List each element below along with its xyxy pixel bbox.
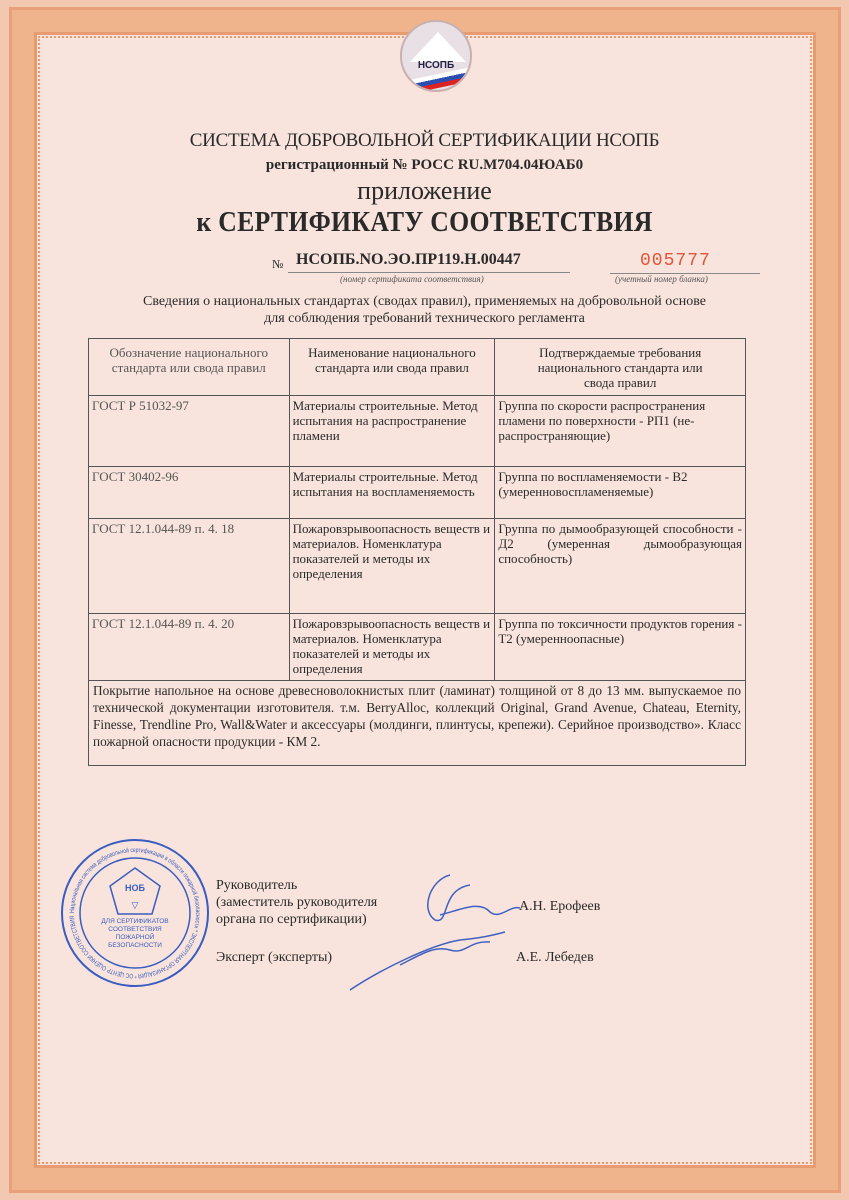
stamp-triangle-icon: ▽ — [131, 900, 139, 910]
stamp-ring-text: Национальная система добровольной сертификации в области пожарной безопасности * ЭКСПЕРТНАЯ ОРГАНИЗАЦИЯ * ОС ЦЕНТР ОЦЕНКИ СООТВЕТСТВИЯ — [68, 846, 202, 980]
stamp-center-text: ДЛЯ СЕРТИФИКАТОВ СООТВЕТСТВИЯ ПОЖАРНОЙ БЕЗОПАСНОСТИ — [101, 918, 169, 949]
stamp-emblem: НОБ — [125, 883, 145, 893]
certificate-number: НСОПБ.NO.ЭО.ПР119.Н.00447 — [296, 251, 521, 268]
certificate-number-caption: (номер сертификата соответствия) — [340, 274, 484, 284]
standard-code: ГОСТ Р 51032-97 — [89, 396, 290, 467]
column-header: Подтверждаемые требования национального стандарта или свода правил — [495, 339, 746, 396]
expert-name: А.Е. Лебедев — [516, 950, 594, 965]
standard-code: ГОСТ 30402-96 — [89, 467, 290, 519]
table-row — [89, 467, 746, 519]
standard-name: Пожаровзрывоопасность веществ и материалов. Номенклатура показателей и методы их определения — [289, 614, 495, 681]
requirement: Группа по воспламеняемости - В2 (умеренновоспламеняемые) — [495, 467, 746, 519]
appendix-label: приложение — [357, 176, 492, 205]
column-header: Обозначение национального стандарта или свода правил — [89, 339, 290, 396]
standard-name: Материалы строительные. Метод испытания на распространение пламени — [289, 396, 495, 467]
standard-code: ГОСТ 12.1.044-89 п. 4. 18 — [89, 519, 290, 614]
standards-table — [88, 338, 746, 681]
table-row — [89, 519, 746, 614]
head-title: Руководитель (заместитель руководителя органа по сертификации) — [216, 878, 378, 927]
number-sign: № — [272, 257, 284, 271]
nsopb-logo: НСОПБ — [400, 20, 472, 92]
registration-number: регистрационный № РОСС RU.М704.04ЮАБ0 — [265, 157, 584, 173]
number-underline — [288, 272, 570, 273]
standard-code: ГОСТ 12.1.044-89 п. 4. 20 — [89, 614, 290, 681]
system-title: СИСТЕМА ДОБРОВОЛЬНОЙ СЕРТИФИКАЦИИ НСОПБ — [189, 130, 660, 151]
table-header-row — [89, 339, 746, 396]
handwritten-signatures — [340, 870, 530, 1000]
certification-stamp — [60, 838, 210, 988]
blank-number-caption: (учетный номер бланка) — [615, 274, 708, 284]
head-name: А.Н. Ерофеев — [519, 899, 601, 914]
standards-section — [88, 338, 746, 766]
document-title: к СЕРТИФИКАТУ СООТВЕТСТВИЯ — [196, 207, 653, 238]
requirement: Группа по дымообразующей способности - Д2 (умеренная дымообразующая способность) — [495, 519, 746, 614]
column-header: Наименование национального стандарта или свода правил — [289, 339, 495, 396]
intro-text: Сведения о национальных стандартах (сводах правил), применяемых на добровольной основе для соблюдения требований технического регламента — [143, 294, 706, 326]
standard-name: Пожаровзрывоопасность веществ и материалов. Номенклатура показателей и методы их определения — [289, 519, 495, 614]
requirement: Группа по токсичности продуктов горения - Т2 (умеренноопасные) — [495, 614, 746, 681]
requirement: Группа по скорости распространения пламени по поверхности - РП1 (не-распространяющие) — [495, 396, 746, 467]
table-row — [89, 614, 746, 681]
product-description: Покрытие напольное на основе древесноволокнистых плит (ламинат) толщиной от 8 до 13 мм. выпускаемое по технической документации изготовителя. т.м. BerryAlloc, коллекций Original, Grand Avenue, Chateau, Eternity, Finesse, Trendline Pro, Wall&Water и аксессуары (молдинги, плинтусы, крепежи). Серийное производство». Класс пожарной опасности продукции - КМ 2. — [88, 681, 746, 766]
expert-label: Эксперт (эксперты) — [216, 950, 333, 965]
standard-name: Материалы строительные. Метод испытания на воспламеняемость — [289, 467, 495, 519]
table-row — [89, 396, 746, 467]
blank-number: 005777 — [640, 251, 711, 271]
